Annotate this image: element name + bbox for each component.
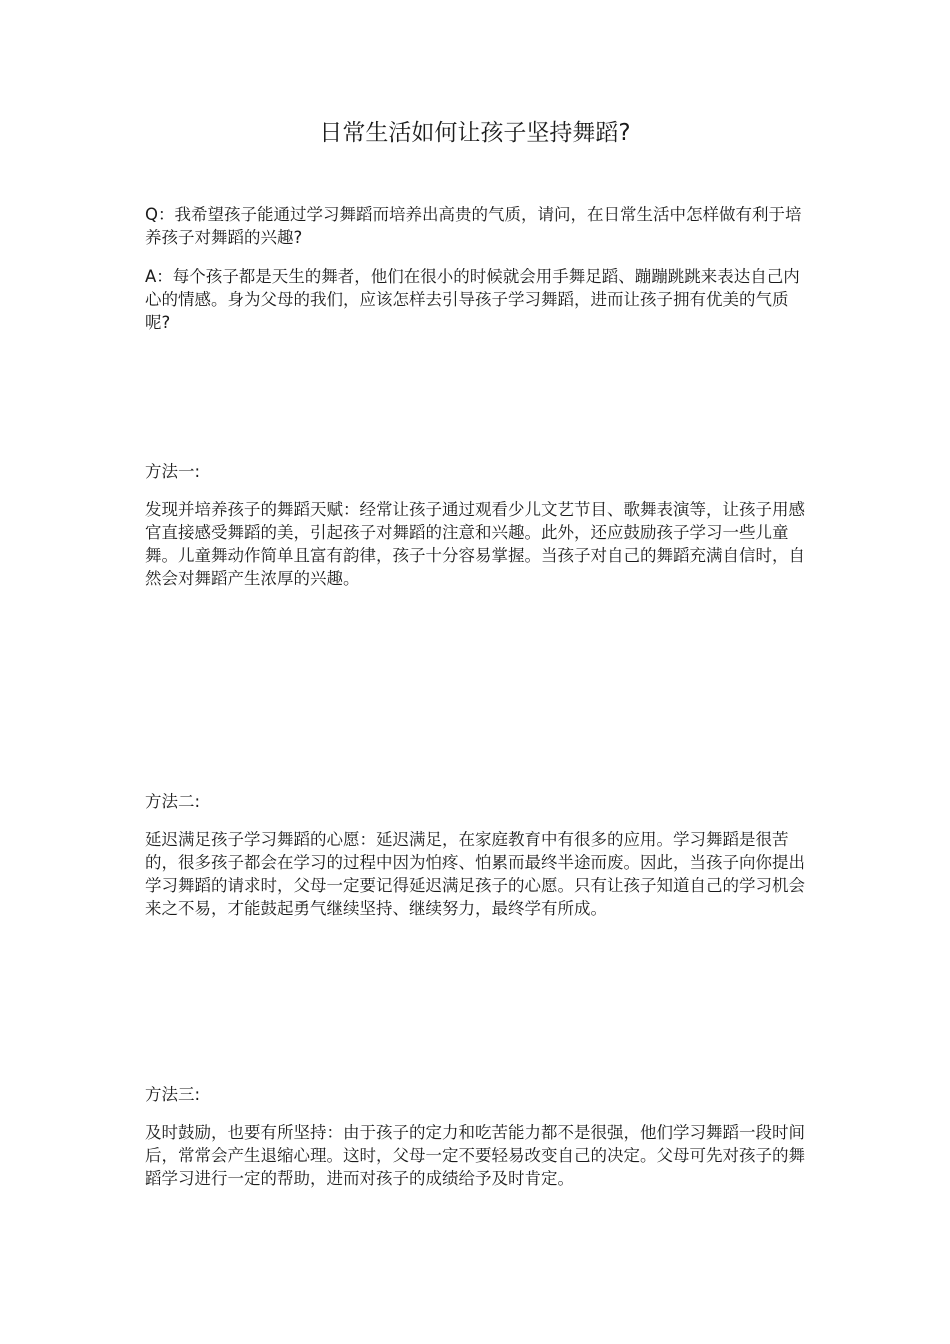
method-3-text: 及时鼓励，也要有所坚持：由于孩子的定力和吃苦能力都不是很强，他们学习舞蹈一段时间后，常常会产生退缩心理。这时，父母一定不要轻易改变自己的决定。父母可先对孩子的舞蹈学习进行一定的帮助，进而对孩子的成绩给予及时肯定。 — [145, 1123, 805, 1188]
method-3-heading: 方法三: — [145, 1085, 201, 1104]
method-1-text: 发现并培养孩子的舞蹈天赋：经常让孩子通过观看少儿文艺节目、歌舞表演等，让孩子用感官直接感受舞蹈的美，引起孩子对舞蹈的注意和兴趣。此外，还应鼓励孩子学习一些儿童舞。儿童舞动作简单且富有韵律，孩子十分容易掌握。当孩子对自己的舞蹈充满自信时，自然会对舞蹈产生浓厚的兴趣。 — [145, 500, 805, 588]
method-2-text: 延迟满足孩子学习舞蹈的心愿：延迟满足，在家庭教育中有很多的应用。学习舞蹈是很苦的，很多孩子都会在学习的过程中因为怕疼、怕累而最终半途而废。因此，当孩子向你提出学习舞蹈的请求时，父母一定要记得延迟满足孩子的心愿。只有让孩子知道自己的学习机会来之不易，才能鼓起勇气继续坚持、继续努力，最终学有所成。 — [145, 830, 805, 918]
method-1-heading: 方法一: — [145, 462, 201, 481]
answer-paragraph: A：每个孩子都是天生的舞者，他们在很小的时候就会用手舞足蹈、蹦蹦跳跳来表达自己内心的情感。身为父母的我们，应该怎样去引导孩子学习舞蹈，进而让孩子拥有优美的气质呢? — [145, 267, 800, 332]
page-title: 日常生活如何让孩子坚持舞蹈? — [319, 120, 631, 146]
method-2-heading: 方法二: — [145, 792, 201, 811]
question-paragraph: Q：我希望孩子能通过学习舞蹈而培养出高贵的气质，请问，在日常生活中怎样做有利于培养孩子对舞蹈的兴趣? — [145, 205, 802, 247]
